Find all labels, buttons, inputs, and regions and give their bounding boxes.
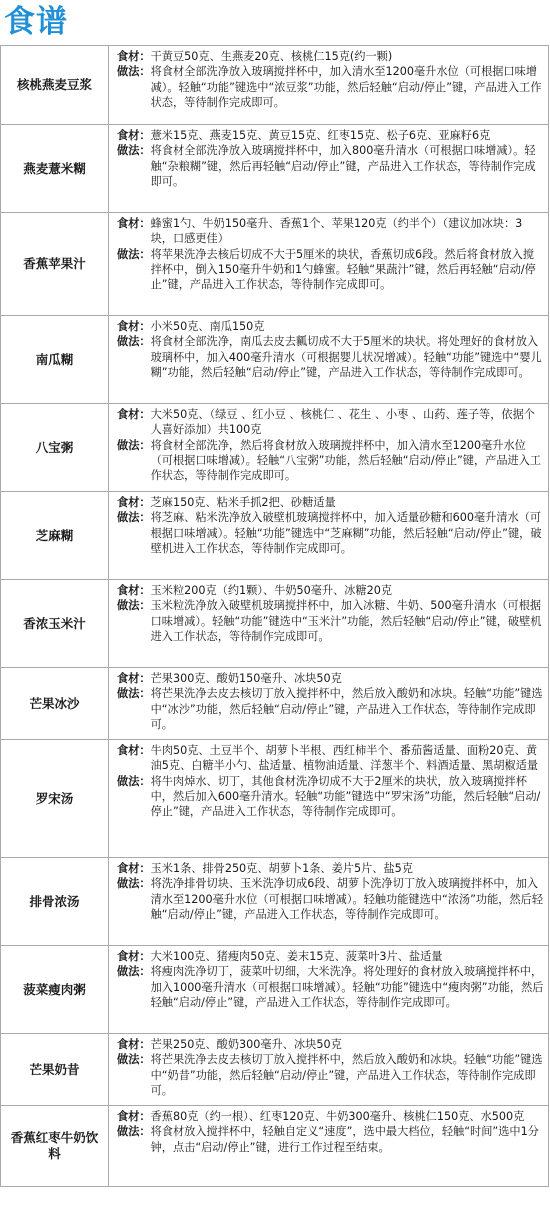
recipe-row [1,668,549,740]
recipe-ingredients-line [117,861,544,876]
recipe-details [109,946,549,1034]
recipe-row [1,316,549,404]
recipe-ingredients-label: 食材： [117,129,151,142]
recipe-method-label: 做法： [117,965,151,979]
recipe-table [0,45,549,1187]
recipe-ingredients-label: 食材： [117,320,151,333]
recipe-method-label: 做法： [117,438,151,452]
recipe-ingredients-line [117,128,544,143]
recipe-row [1,858,549,946]
recipe-ingredients-label: 食材： [117,862,151,875]
recipe-method-label: 做法： [117,687,151,701]
recipe-name: 菠菜瘦肉粥 [1,946,109,1034]
recipe-row [1,404,549,492]
recipe-method-line [117,334,544,380]
recipe-details [109,125,549,213]
recipe-method: 将食材全部洗净放入玻璃搅拌杯中，加入清水至1200毫升水位（可根据口味增减）。轻触“功能”键选中“浓豆浆”功能，然后轻触“启动/停止”键，产品进入工作状态，等待制作完成即可。 [150,65,542,109]
recipe-details [109,492,549,580]
recipe-method-label: 做法： [117,511,151,525]
recipe-method-line [117,64,544,110]
recipe-row [1,125,549,213]
recipe-row [1,1106,549,1187]
recipe-row [1,1034,549,1106]
recipe-row [1,740,549,858]
recipe-method: 玉米粒洗净放入破壁机玻璃搅拌杯中，加入冰糖、牛奶、500毫升清水（可根据口味增减）。轻触“功能”键选中“玉米汁”功能，然后轻触“启动/停止”键，破壁机进入工作状态，等待制作完成即可。 [150,599,542,643]
recipe-ingredients: 小米50克、南瓜150克 [150,320,265,333]
recipe-details [109,46,549,125]
recipe-method: 将洗净排骨切块、玉米洗净切成6段、胡萝卜洗净切丁放入玻璃搅拌杯中，加入清水至1200毫升水位（可根据口味增减）。轻触功能键选中“浓汤”功能，然后轻触“启动/停止”键，产品进入工作状态，等待制作完成即可。 [150,877,544,921]
recipe-ingredients-label: 食材： [117,672,151,685]
recipe-row [1,946,549,1034]
recipe-name: 香浓玉米汁 [1,580,109,668]
recipe-method-line [117,143,544,189]
recipe-method: 将瘦肉洗净切丁，菠菜叶切细，大米洗净。将处理好的食材放入玻璃搅拌杯中，加入1000毫升清水（可根据口味增减）。轻触“功能”键选中“瘦肉粥”功能，然后轻触“启动/停止”键，产品进入工作状态，等待制作完成即可。 [150,965,544,1009]
recipe-ingredients-line [117,671,544,686]
recipe-ingredients: 芒果300克、酸奶150毫升、冰块50克 [150,672,342,685]
recipe-method-line [117,1124,544,1155]
recipe-details [109,213,549,316]
recipe-ingredients-label: 食材： [117,744,151,757]
recipe-ingredients-label: 食材： [117,950,151,963]
recipe-ingredients: 薏米15克、燕麦15克、黄豆15克、红枣15克、松子6克、亚麻籽6克 [150,129,491,142]
recipe-ingredients-line [117,583,544,598]
recipe-name: 香蕉红枣牛奶饮料 [1,1106,109,1187]
recipe-method-line [117,247,544,293]
recipe-method-label: 做法： [117,877,151,891]
recipe-name: 燕麦薏米糊 [1,125,109,213]
recipe-row [1,492,549,580]
recipe-details [109,858,549,946]
recipe-method-label: 做法： [117,247,151,261]
recipe-name: 芒果奶昔 [1,1034,109,1106]
recipe-method-line [117,1052,544,1098]
recipe-method: 将食材全部洗净，然后将食材放入玻璃搅拌杯中，加入清水至1200毫升水位（可根据口味增减）。轻触“八宝粥”功能，然后轻触“启动/停止”键，产品进入工作状态，等待制作完成即可。 [150,438,542,483]
recipe-ingredients-line [117,949,544,964]
recipe-ingredients: 玉米1条、排骨250克、胡萝卜1条、姜片5片、盐5克 [150,862,413,875]
recipe-details [109,1106,549,1187]
recipe-details [109,316,549,404]
recipe-details [109,668,549,740]
recipe-method-label: 做法： [117,1125,151,1139]
recipe-method-line [117,964,544,1010]
recipe-name: 香蕉苹果汁 [1,213,109,316]
recipe-name: 南瓜糊 [1,316,109,404]
recipe-method-line [117,774,544,820]
recipe-ingredients-line [117,1037,544,1052]
recipe-method: 将芒果洗净去皮去核切丁放入搅拌杯中，然后放入酸奶和冰块。轻触“功能”键选中“冰沙”功能，然后轻触“启动/停止”键，产品进入工作状态，等待制作完成即可。 [150,687,543,731]
recipe-ingredients-label: 食材： [117,1110,151,1123]
recipe-name: 罗宋汤 [1,740,109,858]
recipe-ingredients: 蜂蜜1勺、牛奶150毫升、香蕉1个、苹果120克（约半个）（建议加冰块：3块，口感更佳） [150,217,523,246]
recipe-details [109,740,549,858]
recipe-ingredients: 香蕉80克（约一根）、红枣120克、牛奶300毫升、核桃仁150克、水500克 [150,1110,525,1123]
recipe-ingredients-line [117,49,544,64]
recipe-method-line [117,686,544,732]
recipe-method: 将食材全部洗净，南瓜去皮去瓤切成不大于5厘米的块状。将处理好的食材放入玻璃杯中，加入400毫升清水（可根据婴儿状况增减）。轻触“功能”键选中“婴儿糊”功能，然后轻触“启动/停止”键，产品进入工作状态，等待制作完成即可。 [150,335,542,379]
recipe-ingredients-line [117,216,544,247]
recipe-row [1,580,549,668]
recipe-ingredients: 大米100克、猪瘦肉50克、姜末15克、菠菜叶3片、盐适量 [150,950,443,963]
page-title: 食谱 [4,4,68,40]
recipe-ingredients-label: 食材： [117,584,151,597]
recipe-ingredients-label: 食材： [117,408,151,421]
recipe-ingredients-line [117,743,544,774]
recipe-method: 将芝麻、粘米洗净放入破壁机玻璃搅拌杯中，加入适量砂糖和600毫升清水（可根据口味增减）。轻触“功能”键选中“芝麻糊”功能，然后轻触“启动/停止”键，破壁机进入工作状态，等待制作完成即可。 [150,511,542,555]
recipe-name: 排骨浓汤 [1,858,109,946]
recipe-ingredients: 大米50克、（绿豆 、红小豆 、核桃仁 、花生 、小枣 、山药、莲子等，依据个人喜好添加）共100克 [150,408,535,437]
recipe-ingredients-label: 食材： [117,217,151,230]
recipe-method-label: 做法： [117,335,151,349]
recipe-method: 将食材全部洗净放入玻璃搅拌杯中，加入800毫升清水（可根据口味增减）。轻触“杂粮糊”键，然后再轻触“启动/停止”键，产品进入工作状态，等待制作完成即可。 [150,144,536,188]
recipe-ingredients-line [117,407,544,438]
recipe-ingredients: 牛肉50克、土豆半个、胡萝卜半根、西红柿半个、番茄酱适量、面粉20克、黄油5克、白糖半小勺、盐适量、植物油适量、洋葱半个、料酒适量、黑胡椒适量 [150,744,539,773]
recipe-ingredients-label: 食材： [117,496,151,509]
recipe-name: 芒果冰沙 [1,668,109,740]
recipe-method-line [117,876,544,922]
recipe-row [1,213,549,316]
recipe-ingredients: 干黄豆50克、生燕麦20克、核桃仁15克(约一颗) [150,50,393,63]
recipe-name: 核桃燕麦豆浆 [1,46,109,125]
recipe-method: 将食材放入搅拌杯中，轻触自定义“速度”，选中最大档位，轻触“时间”选中1分钟，点击“启动/停止”键，进行工作过程至结束。 [150,1125,539,1154]
recipe-name: 八宝粥 [1,404,109,492]
recipe-details [109,1034,549,1106]
recipe-method-line [117,598,544,644]
recipe-method-line [117,510,544,556]
recipe-details [109,580,549,668]
recipe-ingredients-line [117,319,544,334]
recipe-ingredients-line [117,495,544,510]
recipe-row [1,46,549,125]
recipe-name: 芝麻糊 [1,492,109,580]
recipe-ingredients-line [117,1109,544,1124]
recipe-method: 将苹果洗净去核后切成不大于5厘米的块状，香蕉切成6段。然后将食材放入搅拌杯中，倒入150毫升牛奶和1勺蜂蜜。轻触“果蔬汁”键，然后再轻触“启动/停止”键，产品进入工作状态，等待制作完成即可。 [150,247,536,292]
recipe-method-label: 做法： [117,774,151,788]
recipe-method-label: 做法： [117,599,151,613]
recipe-ingredients-label: 食材： [117,50,151,63]
recipe-ingredients: 玉米粒200克（约1颗）、牛奶50毫升、冰糖20克 [150,584,393,597]
recipe-method-line [117,438,544,484]
recipe-method: 将牛肉焯水、切丁，其他食材洗净切成不大于2厘米的块状，放入玻璃搅拌杯中，然后加入600毫升清水。轻触“功能”键选中“罗宋汤”功能，然后轻触“启动/停止”键，产品进入工作状态，等待制作完成即可。 [150,774,541,819]
recipe-method-label: 做法： [117,144,151,158]
recipe-ingredients-label: 食材： [117,1038,151,1051]
recipe-method-label: 做法： [117,65,151,79]
recipe-method-label: 做法： [117,1053,151,1067]
recipe-ingredients: 芒果250克、酸奶300毫升、冰块50克 [150,1038,342,1051]
recipe-details [109,404,549,492]
recipe-method: 将芒果洗净去皮去核切丁放入搅拌杯中，然后放入酸奶和冰块。轻触“功能”键选中“奶昔”功能，然后轻触“启动/停止”键，产品进入工作状态，等待制作完成即可。 [150,1053,543,1097]
recipe-ingredients: 芝麻150克、粘米手抓2把、砂糖适量 [150,496,336,509]
